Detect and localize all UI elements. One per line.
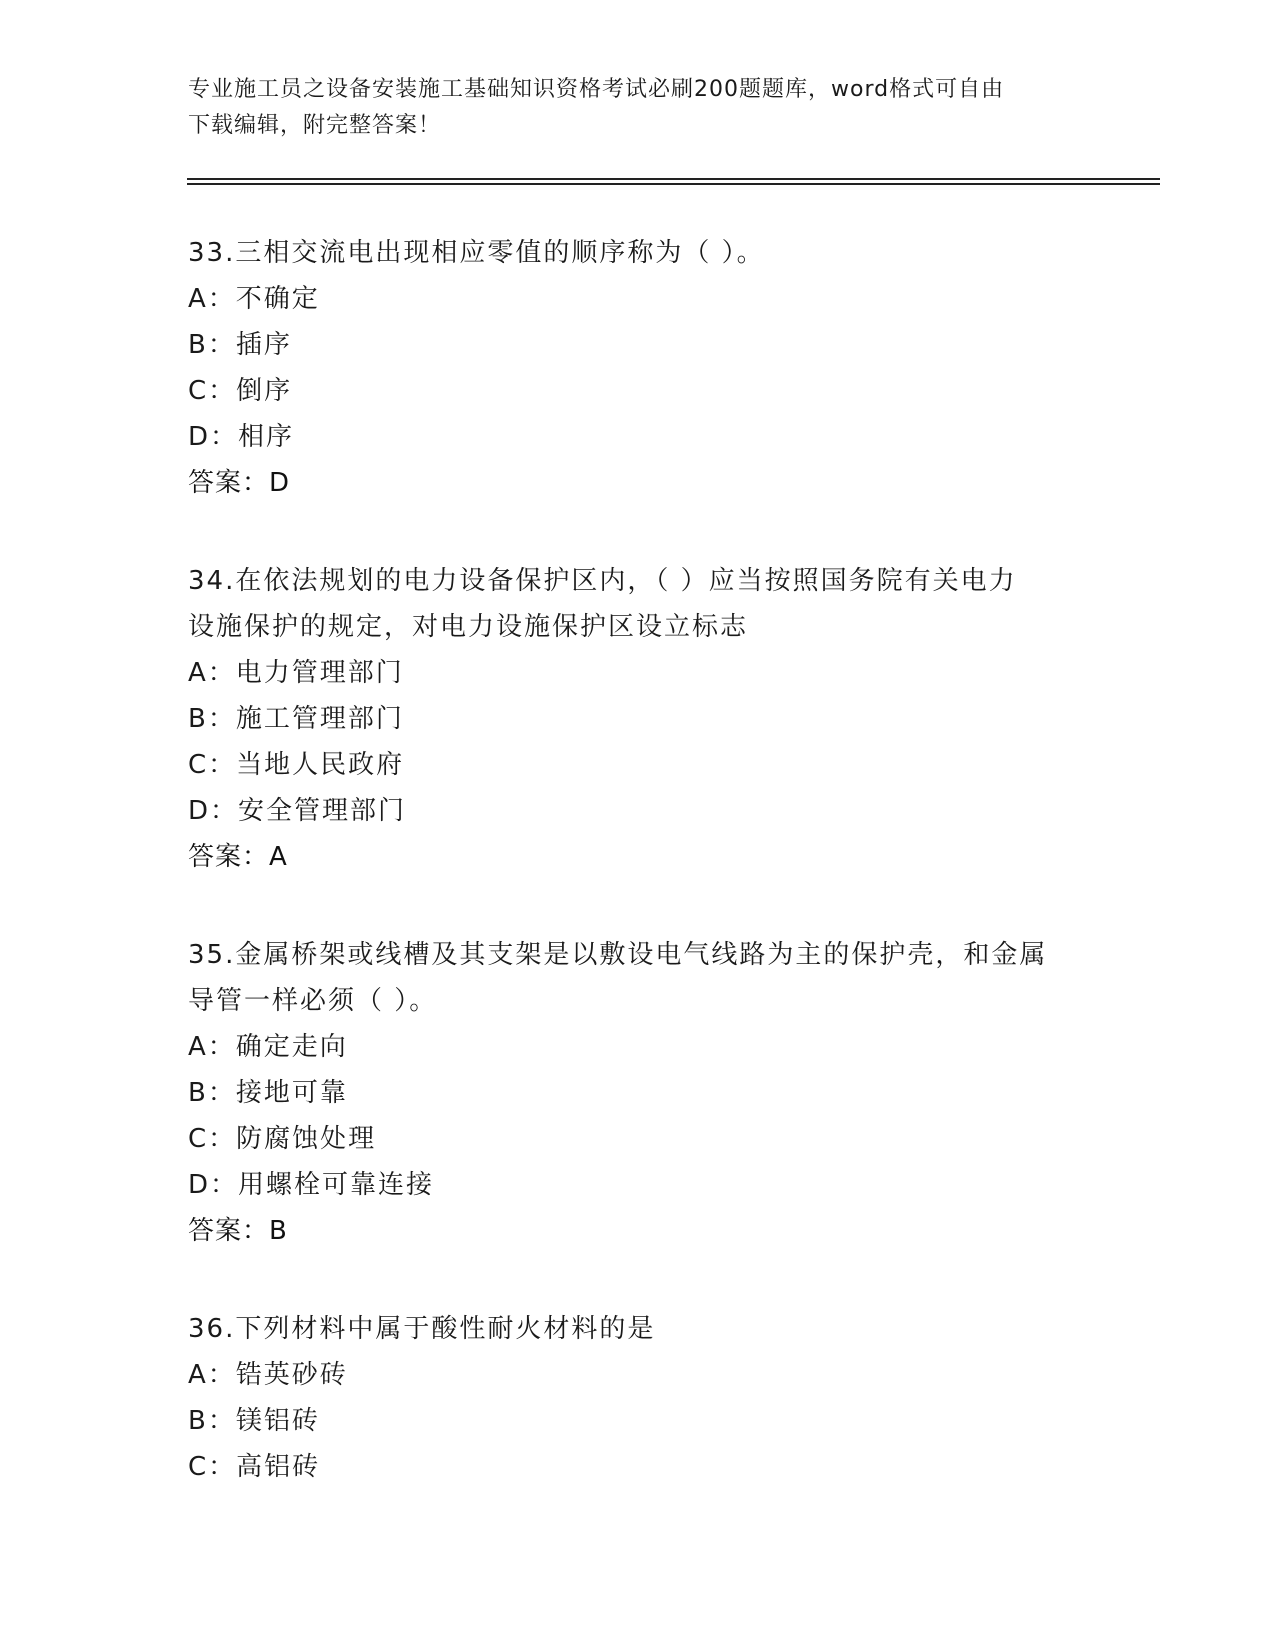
question-36 (188, 1306, 1088, 1490)
option-b: B：施工管理部门 (188, 704, 404, 734)
option-c: C：高铝砖 (188, 1452, 321, 1482)
question-stem: 34.在依法规划的电力设备保护区内，（ ）应当按照国务院有关电力 (188, 566, 1017, 596)
option-a: A：确定走向 (188, 1032, 348, 1062)
option-d: D：相序 (188, 422, 295, 452)
option-d: D：安全管理部门 (188, 796, 407, 826)
option-a: A：不确定 (188, 284, 320, 314)
question-34 (188, 558, 1088, 880)
document-header (188, 72, 1088, 144)
option-c: C：当地人民政府 (188, 750, 405, 780)
header-divider-bottom (187, 183, 1160, 185)
question-stem-continued: 导管一样必须（ ）。 (188, 986, 438, 1016)
answer-label: 答案：B (188, 1216, 288, 1246)
option-a: A：电力管理部门 (188, 658, 404, 688)
option-b: B：镁铝砖 (188, 1406, 320, 1436)
question-stem: 35.金属桥架或线槽及其支架是以敷设电气线路为主的保护壳，和金属 (188, 940, 1048, 970)
option-b: B：插序 (188, 330, 292, 360)
header-line-1: 专业施工员之设备安装施工基础知识资格考试必刷200题题库，word格式可自由 (188, 77, 1005, 102)
option-c: C：倒序 (188, 376, 293, 406)
question-list (188, 230, 1088, 1542)
option-b: B：接地可靠 (188, 1078, 348, 1108)
option-c: C：防腐蚀处理 (188, 1124, 377, 1154)
answer-label: 答案：D (188, 468, 291, 498)
question-35 (188, 932, 1088, 1254)
option-a: A：锆英砂砖 (188, 1360, 348, 1390)
question-33 (188, 230, 1088, 506)
answer-label: 答案：A (188, 842, 288, 872)
header-divider-top (187, 178, 1160, 180)
question-stem: 36.下列材料中属于酸性耐火材料的是 (188, 1314, 656, 1344)
question-stem-continued: 设施保护的规定，对电力设施保护区设立标志 (188, 612, 749, 642)
option-d: D：用螺栓可靠连接 (188, 1170, 435, 1200)
header-line-2: 下载编辑，附完整答案！ (188, 113, 442, 138)
question-stem: 33.三相交流电出现相应零值的顺序称为（ ）。 (188, 238, 765, 268)
